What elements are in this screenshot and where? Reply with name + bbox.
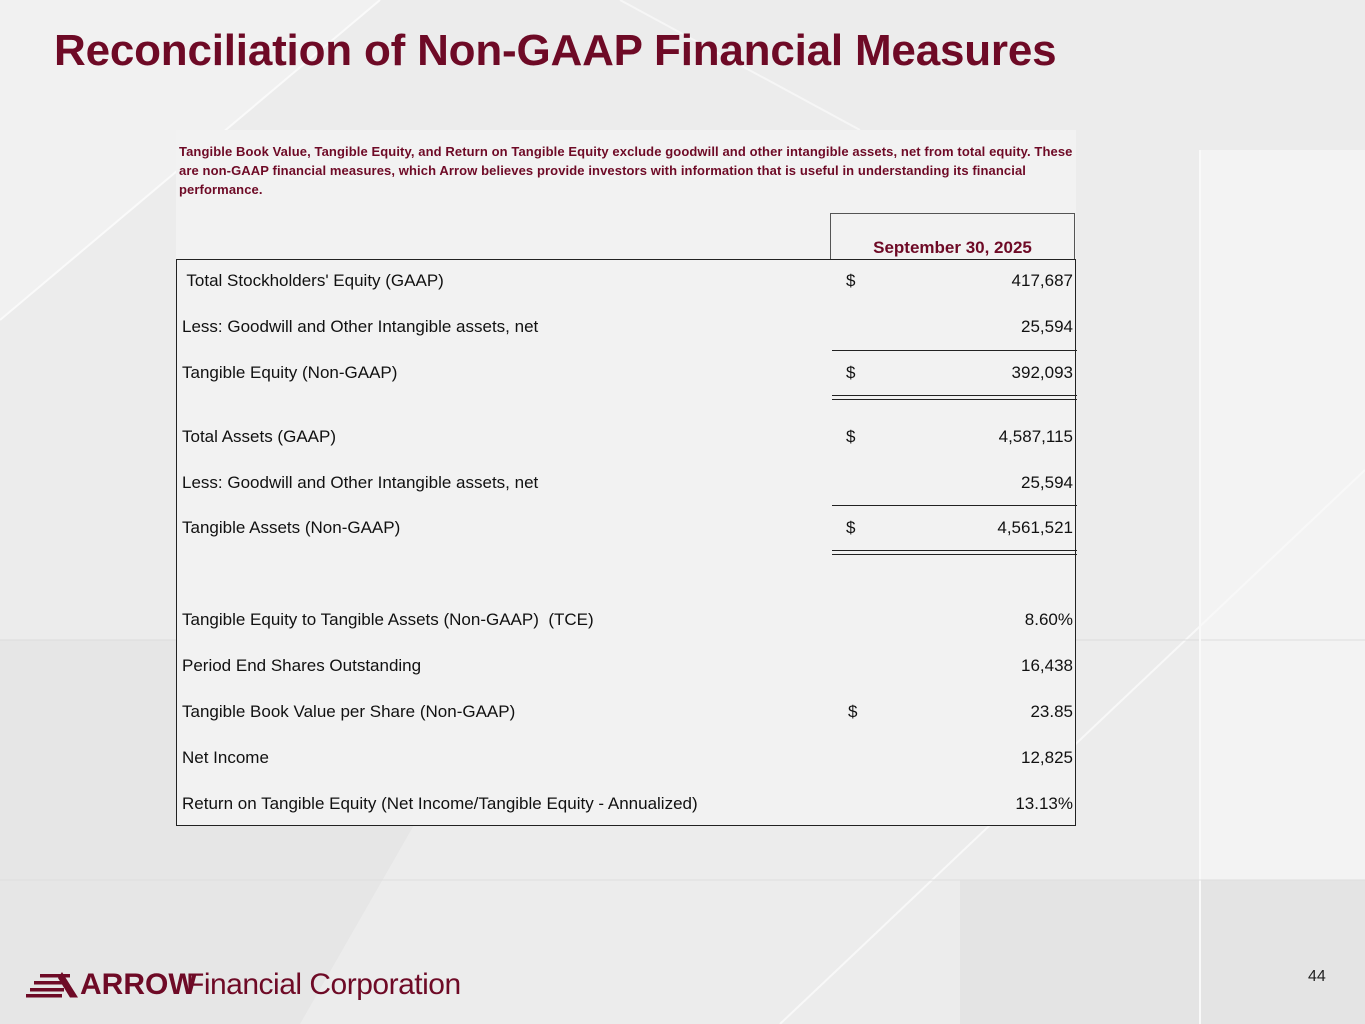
row-label: Tangible Book Value per Share (Non-GAAP) [182,702,516,721]
row-value: 25,594 [1021,473,1073,492]
page-number: 44 [1308,968,1326,985]
row-value: 417,687 [1011,271,1073,290]
row-value: 25,594 [1021,317,1073,336]
row-currency: $ [848,702,858,721]
page-title: Reconciliation of Non-GAAP Financial Measures [54,26,1057,75]
row-label: Tangible Equity (Non-GAAP) [182,363,398,382]
column-header: September 30, 2025 [873,238,1032,257]
row-value: 392,093 [1011,363,1073,382]
arrow-logo-icon [26,970,78,998]
subtotal-rule [832,505,1077,506]
total-double-rule [832,395,1077,400]
row-value: 8.60% [1024,610,1073,629]
row-value: 13.13% [1015,794,1073,813]
column-header-box [830,213,1075,259]
table-row [177,789,1077,819]
row-label: Period End Shares Outstanding [182,656,422,675]
intro-text: Tangible Book Value, Tangible Equity, and Return on Tangible Equity exclude goodwill and other intangible assets, net from total equity. These are non-GAAP financial measures, which Arrow believes provide investors with information that is useful in understanding its financial performance. [179,144,1073,197]
row-label: Tangible Equity to Tangible Assets (Non-GAAP) (TCE) [182,610,594,629]
table-row [177,743,1077,773]
table-row [177,651,1077,681]
row-currency: $ [846,518,856,537]
table-row [177,605,1077,635]
row-label: Return on Tangible Equity (Net Income/Tangible Equity - Annualized) [182,794,698,813]
row-currency: $ [846,271,856,290]
subtotal-rule [832,350,1077,351]
row-currency: $ [846,427,856,446]
table-row [177,422,1077,452]
table-row [177,468,1077,498]
row-value: 16,438 [1021,656,1073,675]
table-row [177,358,1077,388]
reconciliation-panel [176,130,1076,826]
row-value: 23.85 [1030,702,1073,721]
row-label: Less: Goodwill and Other Intangible assets, net [182,473,539,492]
reconciliation-table [176,259,1076,826]
row-currency: $ [846,363,856,382]
company-logo [26,968,466,1002]
table-row [177,697,1077,727]
row-value: 4,587,115 [998,427,1073,446]
table-row [177,513,1077,543]
logo-brand: ARROW [80,968,197,1001]
row-label: Net Income [182,748,269,767]
table-row [177,312,1077,342]
row-label: Less: Goodwill and Other Intangible assets, net [182,317,539,336]
logo-suffix: Financial Corporation [186,968,461,1001]
row-label: Tangible Assets (Non-GAAP) [182,518,401,537]
row-label: Total Stockholders' Equity (GAAP) [182,271,444,290]
total-double-rule [832,550,1077,555]
table-row [177,266,1077,296]
row-label: Total Assets (GAAP) [182,427,336,446]
row-value: 12,825 [1021,748,1073,767]
row-value: 4,561,521 [997,518,1073,537]
